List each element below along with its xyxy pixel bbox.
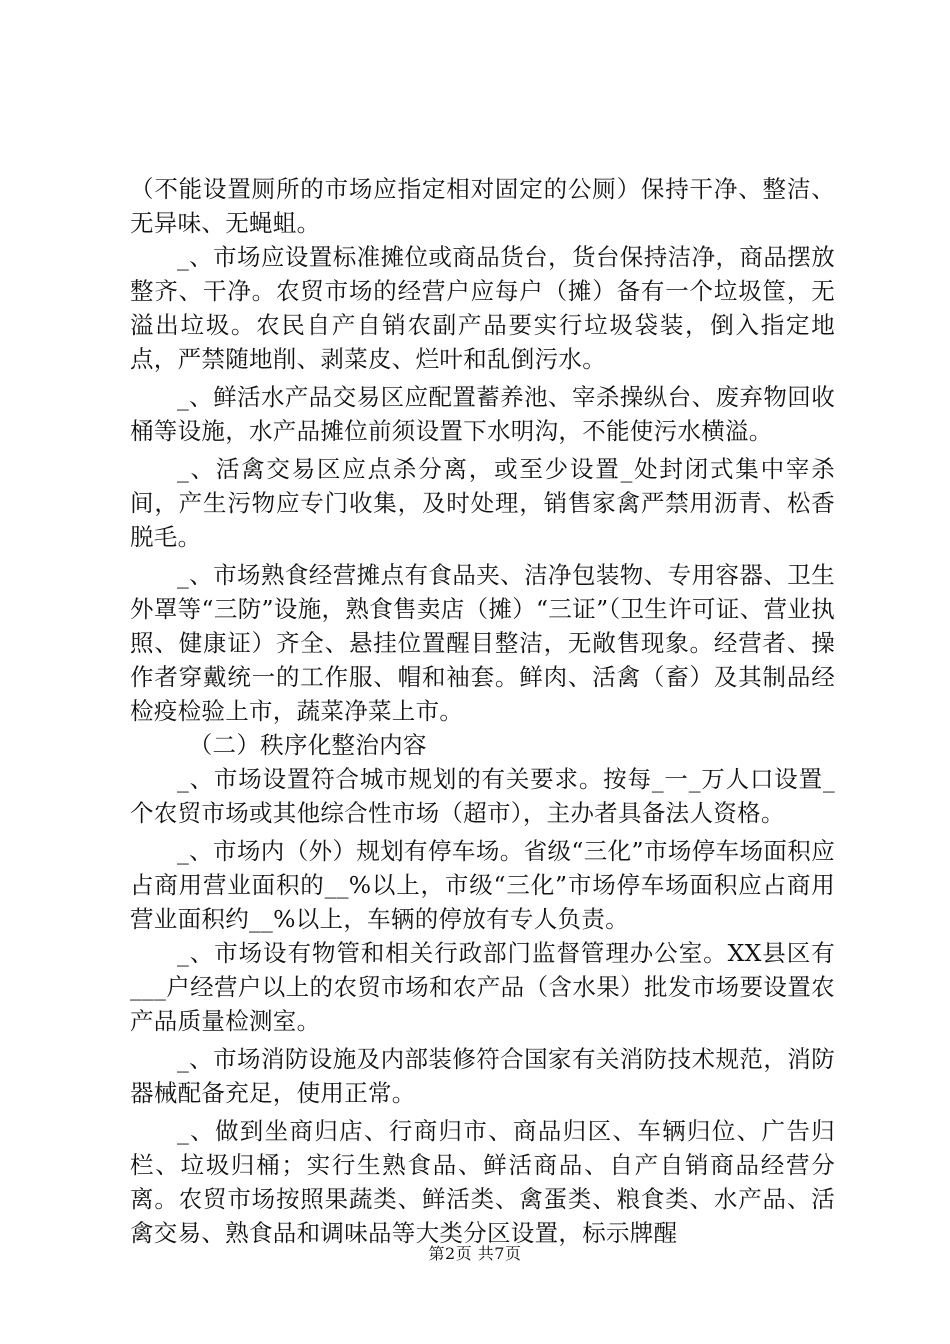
section-heading: （二）秩序化整治内容 <box>188 731 427 759</box>
paragraph-10: _、做到坐商归店、行商归市、商品归区、车辆归位、广告归栏、垃圾归桶；实行生熟食品、鲜活商品、自产自销商品经营分离。农贸市场按照果蔬类、鲜活类、禽蛋类、粮食类、水产品、活禽交易、熟食品和调味品等大类分区设置，标示牌醒 <box>130 1117 835 1247</box>
page-number-footer: 第2页 共7页 <box>428 1244 522 1263</box>
paragraph-5: _、市场熟食经营摊点有食品夹、洁净包装物、专用容器、卫生外罩等“三防”设施，熟食售卖店（摊）“三证”（卫生许可证、营业执照、健康证）齐全、悬挂位置醒目整洁，无敞售现象。经营者、操作者穿戴统一的工作服、帽和袖套。鲜肉、活禽（畜）及其制品经检疫检验上市，蔬菜净菜上市。 <box>130 561 835 725</box>
paragraph-6: _、市场设置符合城市规划的有关要求。按每_一_万人口设置_个农贸市场或其他综合性市场（超市），主办者具备法人资格。 <box>130 765 835 827</box>
paragraph-8: _、市场设有物管和相关行政部门监督管理办公室。XX县区有___户经营户以上的农贸市场和农产品（含水果）批发市场要设置农产品质量检测室。 <box>130 939 835 1035</box>
paragraph-7: _、市场内（外）规划有停车场。省级“三化”市场停车场面积应占商用营业面积的__%以上，市级“三化”市场停车场面积应占商用营业面积约__%以上，车辆的停放有专人负责。 <box>130 837 835 933</box>
paragraph-2: _、市场应设置标准摊位或商品货台，货台保持洁净，商品摆放整齐、干净。农贸市场的经营户应每户（摊）备有一个垃圾筐，无溢出垃圾。农民自产自销农副产品要实行垃圾袋装，倒入指定地点，严禁随地削、剥菜皮、烂叶和乱倒污水。 <box>130 243 835 373</box>
paragraph-4: _、活禽交易区应点杀分离，或至少设置_处封闭式集中宰杀间，产生污物应专门收集，及时处理，销售家禽严禁用沥青、松香脱毛。 <box>130 455 835 551</box>
document-body <box>130 172 835 1250</box>
paragraph-9: _、市场消防设施及内部装修符合国家有关消防技术规范，消防器械配备充足，使用正常。 <box>130 1045 835 1107</box>
paragraph-1: （不能设置厕所的市场应指定相对固定的公厕）保持干净、整洁、无异味、无蝇蛆。 <box>130 175 835 237</box>
paragraph-3: _、鲜活水产品交易区应配置蓄养池、宰杀操纵台、废弃物回收桶等设施，水产品摊位前须设置下水明沟，不能使污水横溢。 <box>130 383 835 445</box>
